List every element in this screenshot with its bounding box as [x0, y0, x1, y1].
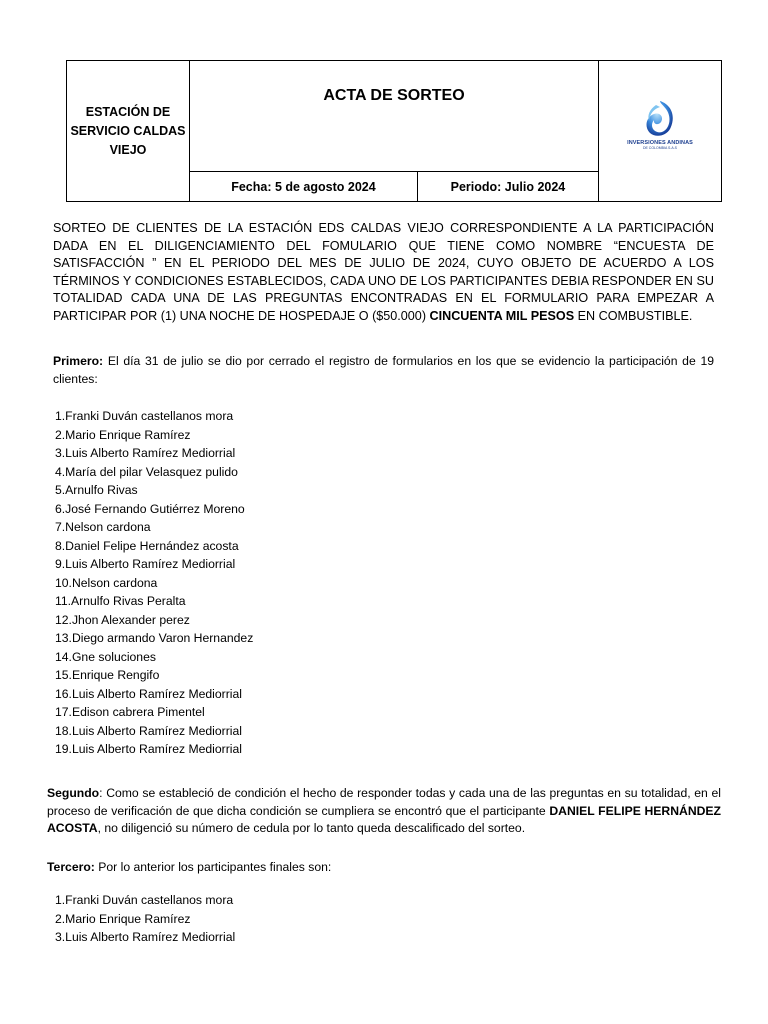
- logo-icon: [642, 99, 678, 139]
- segundo-bold: DANIEL FELIPE HERNÁNDEZ ACOSTA: [47, 803, 721, 835]
- list-item: 10.Nelson cardona: [55, 575, 158, 590]
- logo-subtext: DE COLOMBIA S.A.S: [642, 145, 678, 150]
- segundo-paragraph: [47, 785, 721, 838]
- list-item: 12.Jhon Alexander perez: [55, 612, 190, 627]
- document-title: ACTA DE SORTEO: [190, 61, 599, 172]
- list-item: 11.Arnulfo Rivas Peralta: [55, 594, 186, 608]
- date-field: Fecha: 5 de agosto 2024: [190, 172, 418, 202]
- list-item: 8.Daniel Felipe Hernández acosta: [55, 538, 239, 553]
- list-item: 5.Arnulfo Rivas: [55, 483, 138, 497]
- intro-tail: EN COMBUSTIBLE.: [574, 308, 693, 323]
- list-item: 17.Edison cabrera Pimentel: [55, 705, 205, 719]
- list-item: 2.Mario Enrique Ramírez: [55, 911, 191, 926]
- tercero-text: Por lo anterior los participantes finales son:: [94, 860, 332, 874]
- segundo-tail: , no diligenció su número de cedula por lo tanto queda descalificado del sorteo.: [97, 821, 526, 835]
- segundo-text: : Como se estableció de condición el hecho de responder todas y cada una de las preguntas en su totalidad, en el proceso de verificación de que dicha condición se cumpliera se encontró que el participante: [47, 786, 721, 818]
- list-item: 13.Diego armando Varon Hernandez: [55, 631, 254, 645]
- list-item: 19.Luis Alberto Ramírez Mediorrial: [55, 742, 242, 756]
- station-line-1: ESTACIÓN DE: [85, 104, 171, 119]
- list-item: 6.José Fernando Gutiérrez Moreno: [55, 501, 245, 516]
- list-item: 9.Luis Alberto Ramírez Mediorrial: [55, 557, 236, 571]
- intro-paragraph: [53, 220, 714, 325]
- company-logo: [599, 61, 722, 202]
- list-item: 3.Luis Alberto Ramírez Mediorrial: [55, 446, 236, 460]
- list-item: 2.Mario Enrique Ramírez: [55, 427, 191, 442]
- header-table: [66, 60, 722, 202]
- list-item: 3.Luis Alberto Ramírez Mediorrial: [55, 930, 236, 944]
- list-item: 15.Enrique Rengifo: [55, 668, 160, 682]
- primero-text: El día 31 de julio se dio por cerrado el registro de formularios en los que se evidencio la participación de 19 clientes:: [53, 354, 714, 386]
- primero-label: Primero:: [53, 354, 104, 368]
- intro-bold: CINCUENTA MIL PESOS: [429, 308, 575, 323]
- finalists-list: [55, 891, 235, 947]
- list-item: 7.Nelson cardona: [55, 520, 151, 534]
- station-line-3: VIEJO: [109, 142, 147, 157]
- list-item: 1.Franki Duván castellanos mora: [55, 893, 234, 907]
- participants-list: [55, 407, 253, 759]
- logo-text: INVERSIONES ANDINAS: [627, 139, 693, 146]
- tercero-label: Tercero:: [47, 860, 95, 874]
- station-line-2: SERVICIO CALDAS: [70, 123, 186, 138]
- list-item: 1.Franki Duván castellanos mora: [55, 409, 234, 423]
- list-item: 14.Gne soluciones: [55, 649, 156, 664]
- station-name: [67, 61, 190, 202]
- period-field: Periodo: Julio 2024: [417, 172, 598, 202]
- list-item: 18.Luis Alberto Ramírez Mediorrial: [55, 723, 242, 738]
- list-item: 4.María del pilar Velasquez pulido: [55, 464, 238, 479]
- primero-paragraph: [53, 353, 714, 388]
- list-item: 16.Luis Alberto Ramírez Mediorrial: [55, 686, 242, 701]
- segundo-label: Segundo: [47, 786, 100, 800]
- tercero-paragraph: [47, 859, 721, 877]
- intro-text: SORTEO DE CLIENTES DE LA ESTACIÓN EDS CALDAS VIEJO CORRESPONDIENTE A LA PARTICIPACIÓN DADA EN EL DILIGENCIAMIENTO DEL FOMULARIO QUE TIENE COMO NOMBRE “ENCUESTA DE SATISFACCIÓN ” EN EL PERIODO DEL MES DE JULIO DE 2024, CUYO OBJETO DE ACUERDO A LOS TÉRMINOS Y CONDICIONES ESTABLECIDOS, CADA UNO DE LOS PARTICIPANTES DEBIA RESPONDER EN SU TOTALIDAD CADA UNA DE LAS PREGUNTAS ENCONTRADAS EN EL FORMULARIO PARA EMPEZAR A PARTICIPAR POR (1) UNA NOCHE DE HOSPEDAJE O ($50.000): [53, 221, 714, 323]
